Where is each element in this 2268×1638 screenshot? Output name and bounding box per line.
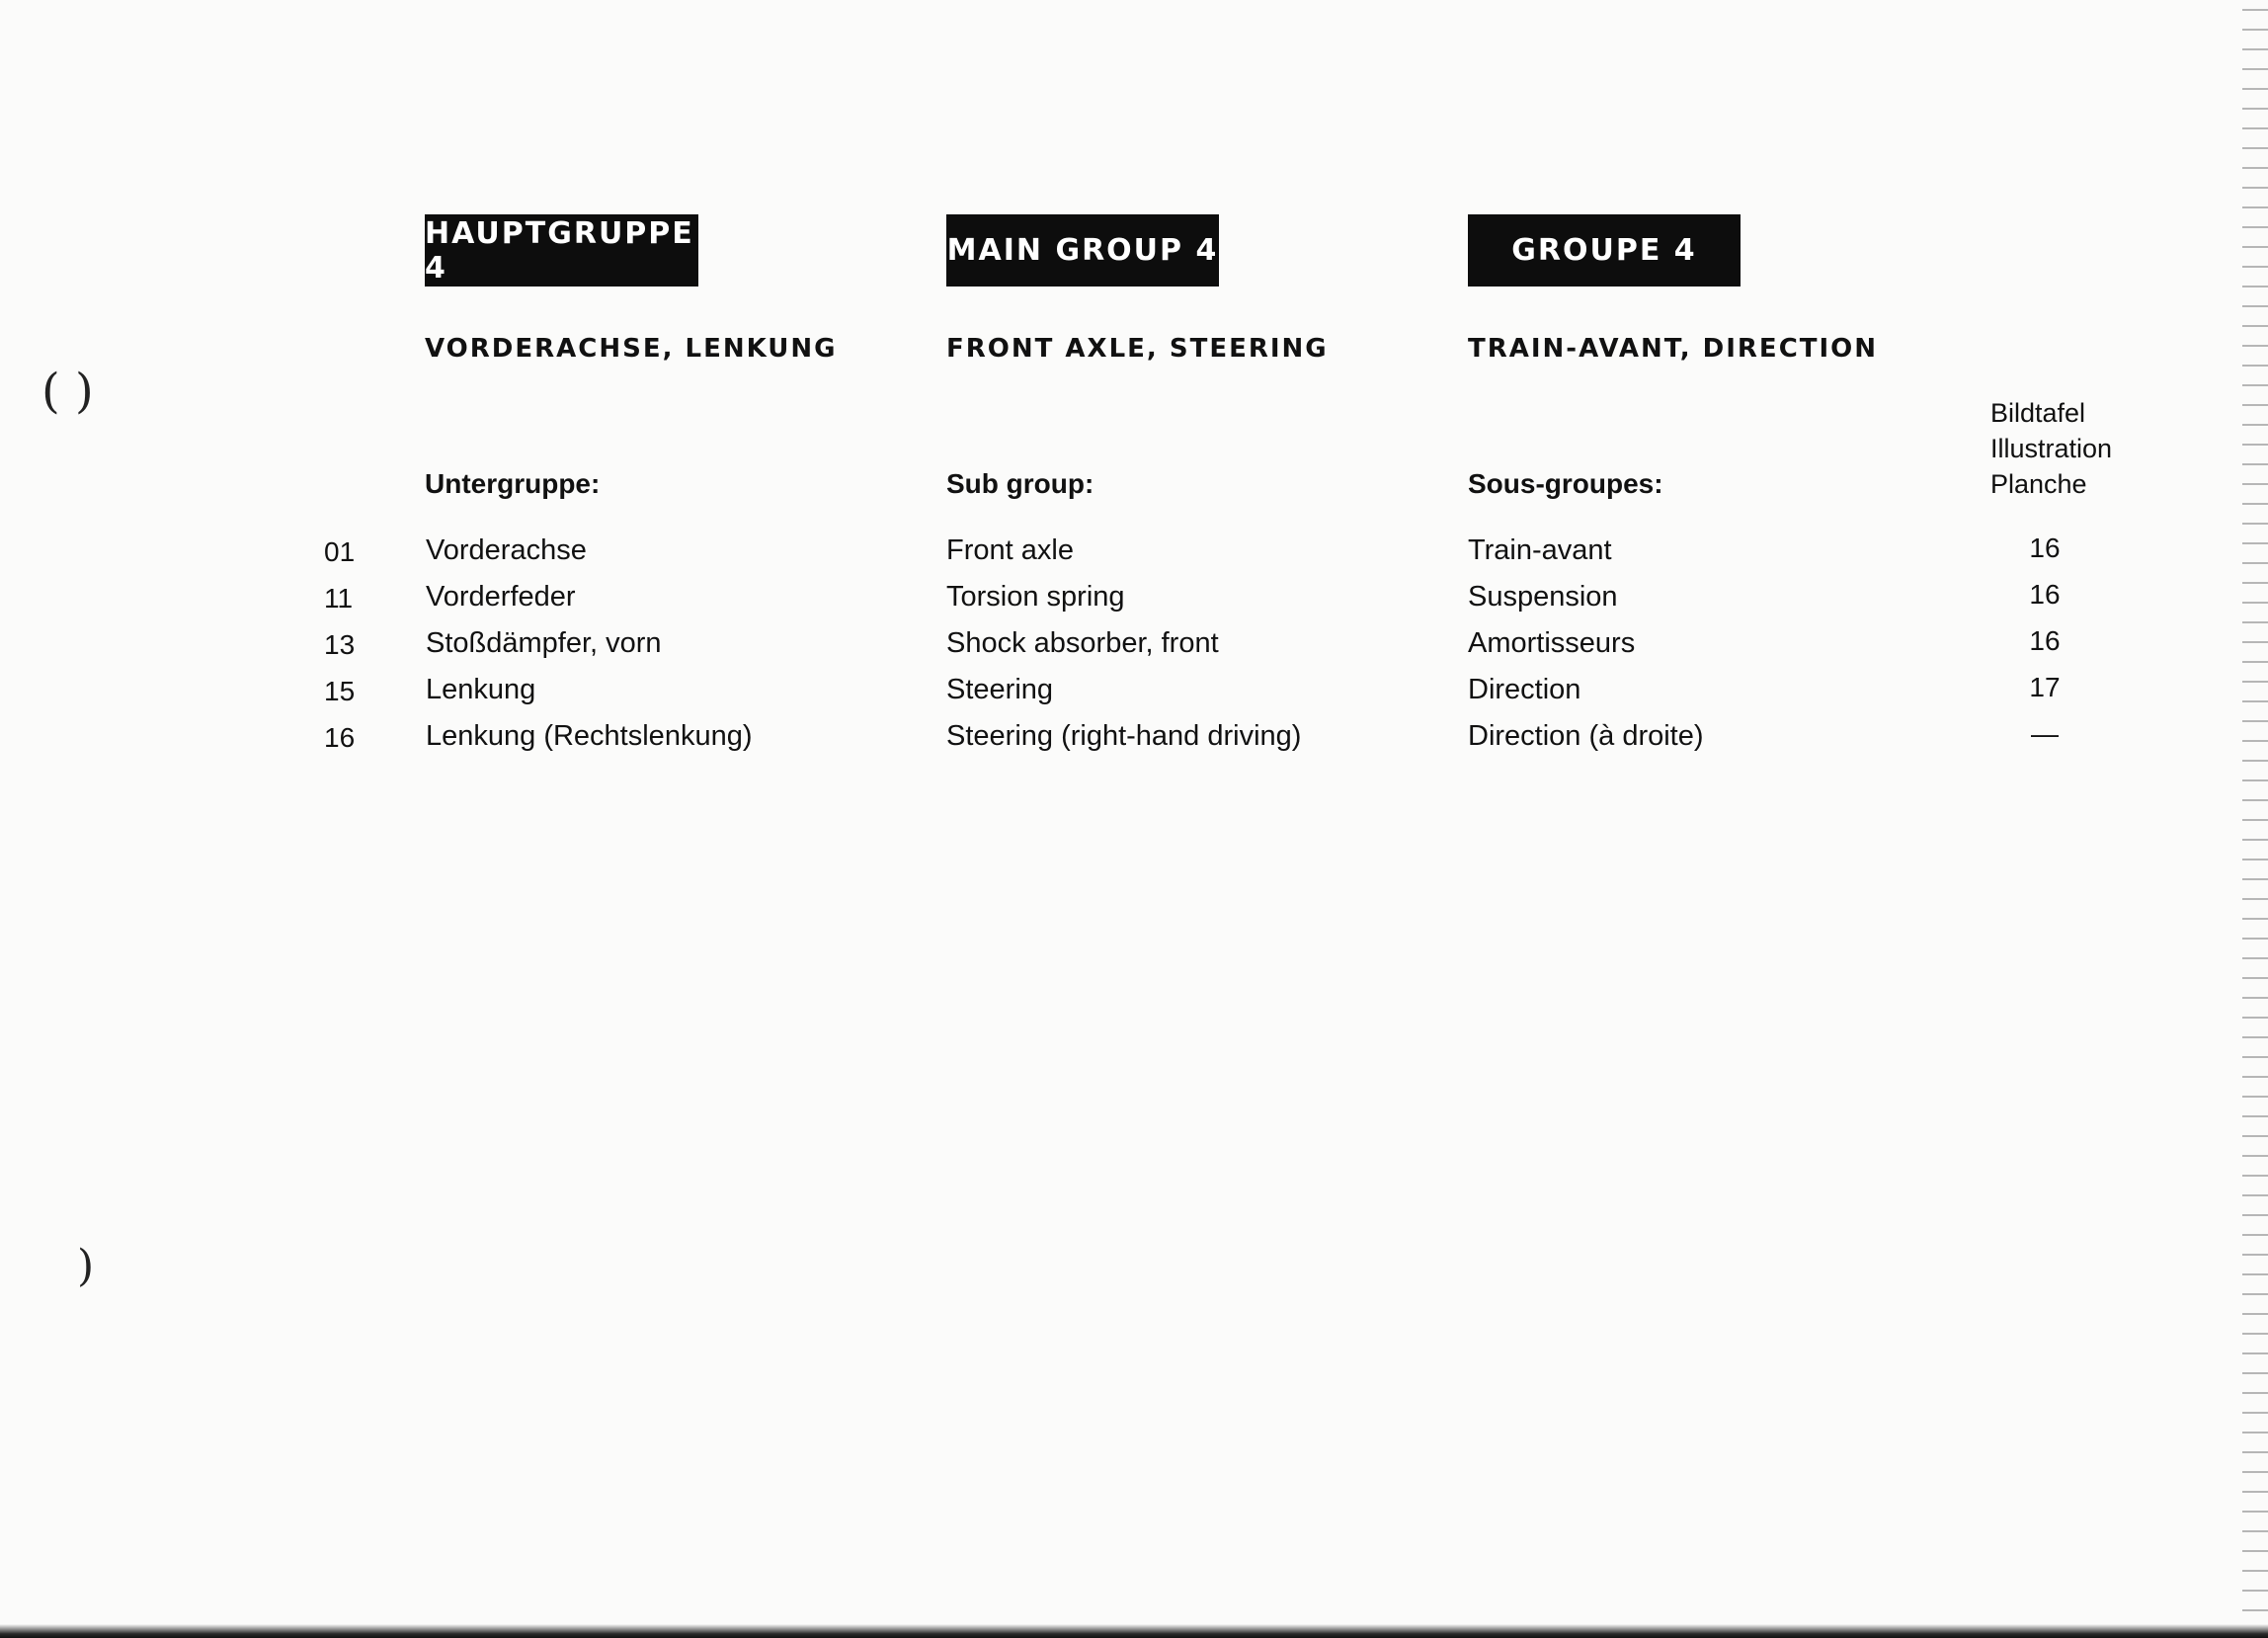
- row-plate: 16: [2029, 579, 2061, 610]
- row-plate: 16: [2029, 625, 2061, 656]
- row-number: 01: [324, 536, 356, 567]
- row-label-en: Front axle: [946, 534, 1074, 566]
- row-plate: 17: [2029, 672, 2061, 702]
- row-label-fr: Direction: [1468, 674, 1581, 705]
- sub-heading-en: Sub group:: [946, 468, 1094, 499]
- row-label-de: Vorderachse: [426, 534, 587, 566]
- plate-heading-de: Bildtafel: [1990, 398, 2086, 428]
- row-label-de: Vorderfeder: [426, 581, 576, 613]
- punch-hole-top: ( ): [41, 364, 94, 419]
- sub-heading-fr: Sous-groupes:: [1468, 468, 1663, 499]
- row-number: 15: [324, 676, 356, 706]
- badge-main-group: MAIN GROUP 4: [946, 214, 1219, 287]
- row-label-de: Lenkung: [426, 674, 536, 705]
- badge-groupe: GROUPE 4: [1468, 214, 1741, 287]
- row-label-en: Torsion spring: [946, 581, 1125, 613]
- row-label-fr: Train-avant: [1468, 534, 1612, 566]
- row-label-fr: Amortisseurs: [1468, 627, 1636, 659]
- row-number: 13: [324, 629, 356, 660]
- plate-heading: [1990, 395, 2112, 502]
- plate-heading-en: Illustration: [1990, 434, 2113, 463]
- row-number: 11: [324, 583, 354, 614]
- row-label-de: Stoßdämpfer, vorn: [426, 627, 662, 659]
- row-plate: —: [2031, 718, 2059, 749]
- row-label-fr: Direction (à droite): [1468, 720, 1704, 752]
- row-plate: 16: [2029, 532, 2061, 563]
- row-label-fr: Suspension: [1468, 581, 1618, 613]
- row-label-en: Shock absorber, front: [946, 627, 1219, 659]
- title-de: VORDERACHSE, LENKUNG: [425, 334, 838, 364]
- title-en: FRONT AXLE, STEERING: [946, 334, 1329, 364]
- title-fr: TRAIN-AVANT, DIRECTION: [1468, 334, 1879, 364]
- row-label-de: Lenkung (Rechtslenkung): [426, 720, 753, 752]
- plate-heading-fr: Planche: [1990, 469, 2087, 499]
- sub-heading-de: Untergruppe:: [425, 468, 601, 499]
- page-edge-right: [2242, 0, 2268, 1638]
- row-label-en: Steering: [946, 674, 1054, 705]
- badge-hauptgruppe: HAUPTGRUPPE 4: [425, 214, 698, 287]
- row-label-en: Steering (right-hand driving): [946, 720, 1302, 752]
- row-number: 16: [324, 722, 356, 753]
- page-edge-bottom: [0, 1624, 2268, 1638]
- punch-hole-bottom: ): [77, 1241, 95, 1291]
